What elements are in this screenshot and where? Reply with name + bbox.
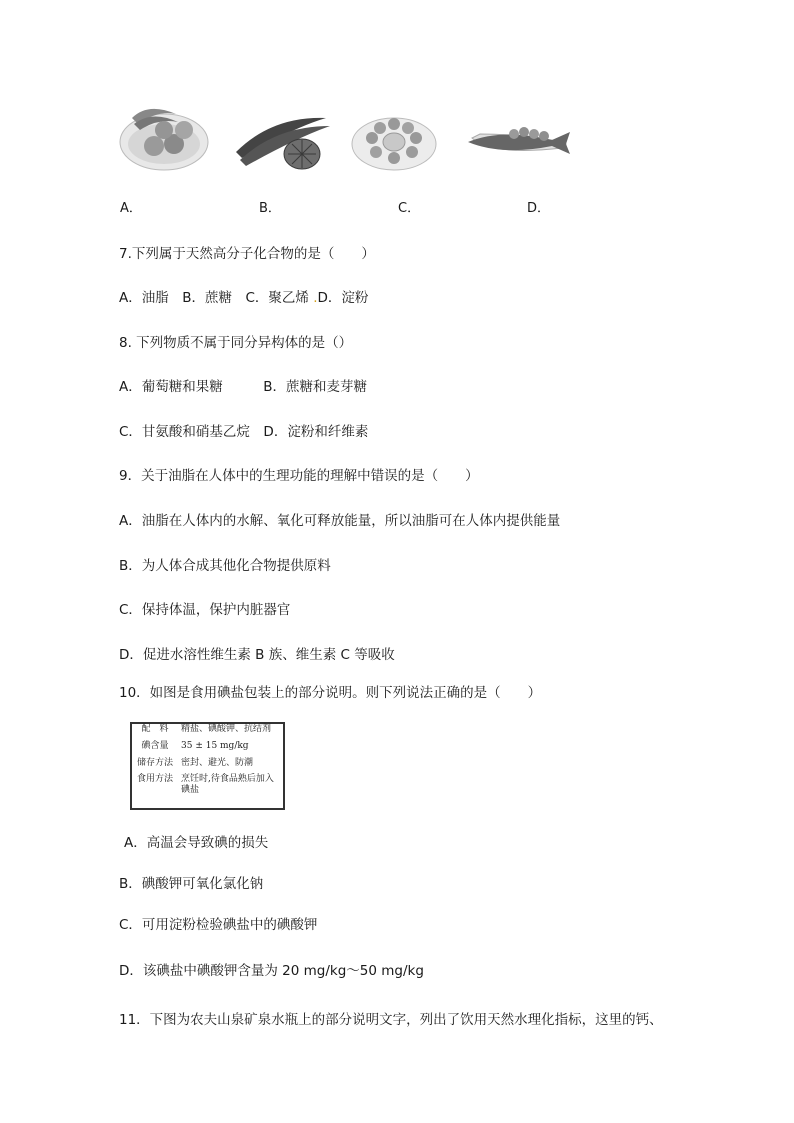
iodized-salt-label-table bbox=[130, 722, 285, 810]
q7-dot: . bbox=[313, 290, 318, 306]
label-value: 35 ± 15 mg/kg bbox=[181, 741, 249, 752]
image-label-d: D． bbox=[527, 201, 551, 216]
label-value: 精盐、碘酸钾、抗结剂 bbox=[181, 724, 272, 734]
image-label-b: B． bbox=[259, 201, 281, 216]
label-row bbox=[131, 741, 284, 758]
q8-options-line2: C．甘氨酸和硝基乙烷 D．淀粉和纤维素 bbox=[119, 424, 369, 440]
q7-option-d: D．淀粉 bbox=[317, 290, 369, 306]
q9-option-a: A．油脂在人体内的水解、氧化可释放能量，所以油脂可在人体内提供能量 bbox=[119, 513, 561, 529]
food-image-a bbox=[118, 100, 210, 172]
label-key: 碘含量 bbox=[141, 741, 169, 752]
q10-stem: 10．如图是食用碘盐包装上的部分说明。则下列说法正确的是（ ） bbox=[119, 685, 542, 701]
q9-option-c: C．保持体温，保护内脏器官 bbox=[119, 602, 291, 618]
q10-option-c: C．可用淀粉检验碘盐中的碘酸钾 bbox=[119, 917, 318, 933]
label-value: 烹饪时,待食品熟后加入碘盐 bbox=[181, 774, 274, 796]
q11-stem: 11．下图为农夫山泉矿泉水瓶上的部分说明文字，列出了饮用天然水理化指标，这里的钙、 bbox=[119, 1012, 663, 1028]
label-key: 食用方法 bbox=[136, 774, 173, 785]
q9-option-d: D．促进水溶性维生素 B 族、维生素 C 等吸收 bbox=[119, 647, 395, 663]
food-image-d bbox=[462, 112, 574, 170]
image-label-c: C． bbox=[398, 201, 421, 216]
label-value: 密封、避光、防潮 bbox=[181, 757, 254, 768]
q10-option-d: D．该碘盐中碘酸钾含量为 20 mg/kg～50 mg/kg bbox=[119, 963, 424, 979]
food-image-b bbox=[232, 108, 332, 174]
q8-stem: 8. 下列物质不属于同分异构体的是（） bbox=[119, 335, 353, 351]
q9-option-b: B．为人体合成其他化合物提供原料 bbox=[119, 558, 331, 574]
q7-stem: 7.下列属于天然高分子化合物的是（ ） bbox=[119, 246, 375, 262]
q7-options bbox=[119, 289, 368, 307]
food-image-c bbox=[350, 108, 438, 172]
label-key: 储存方法 bbox=[136, 757, 173, 768]
q7-options-a-c: A．油脂 B．蔗糖 C．聚乙烯 bbox=[119, 290, 314, 306]
q8-options-line1: A．葡萄糖和果糖 B．蔗糖和麦芽糖 bbox=[119, 379, 367, 395]
label-row bbox=[131, 758, 284, 775]
q9-stem: 9．关于油脂在人体中的生理功能的理解中错误的是（ ） bbox=[119, 468, 479, 484]
label-key: 配 料 bbox=[141, 724, 169, 734]
q10-option-b: B．碘酸钾可氧化氯化钠 bbox=[119, 876, 264, 892]
label-row bbox=[131, 774, 284, 809]
label-row bbox=[131, 723, 284, 741]
image-label-a: A． bbox=[120, 201, 142, 216]
q10-option-a: A．高温会导致碘的损失 bbox=[124, 835, 269, 851]
